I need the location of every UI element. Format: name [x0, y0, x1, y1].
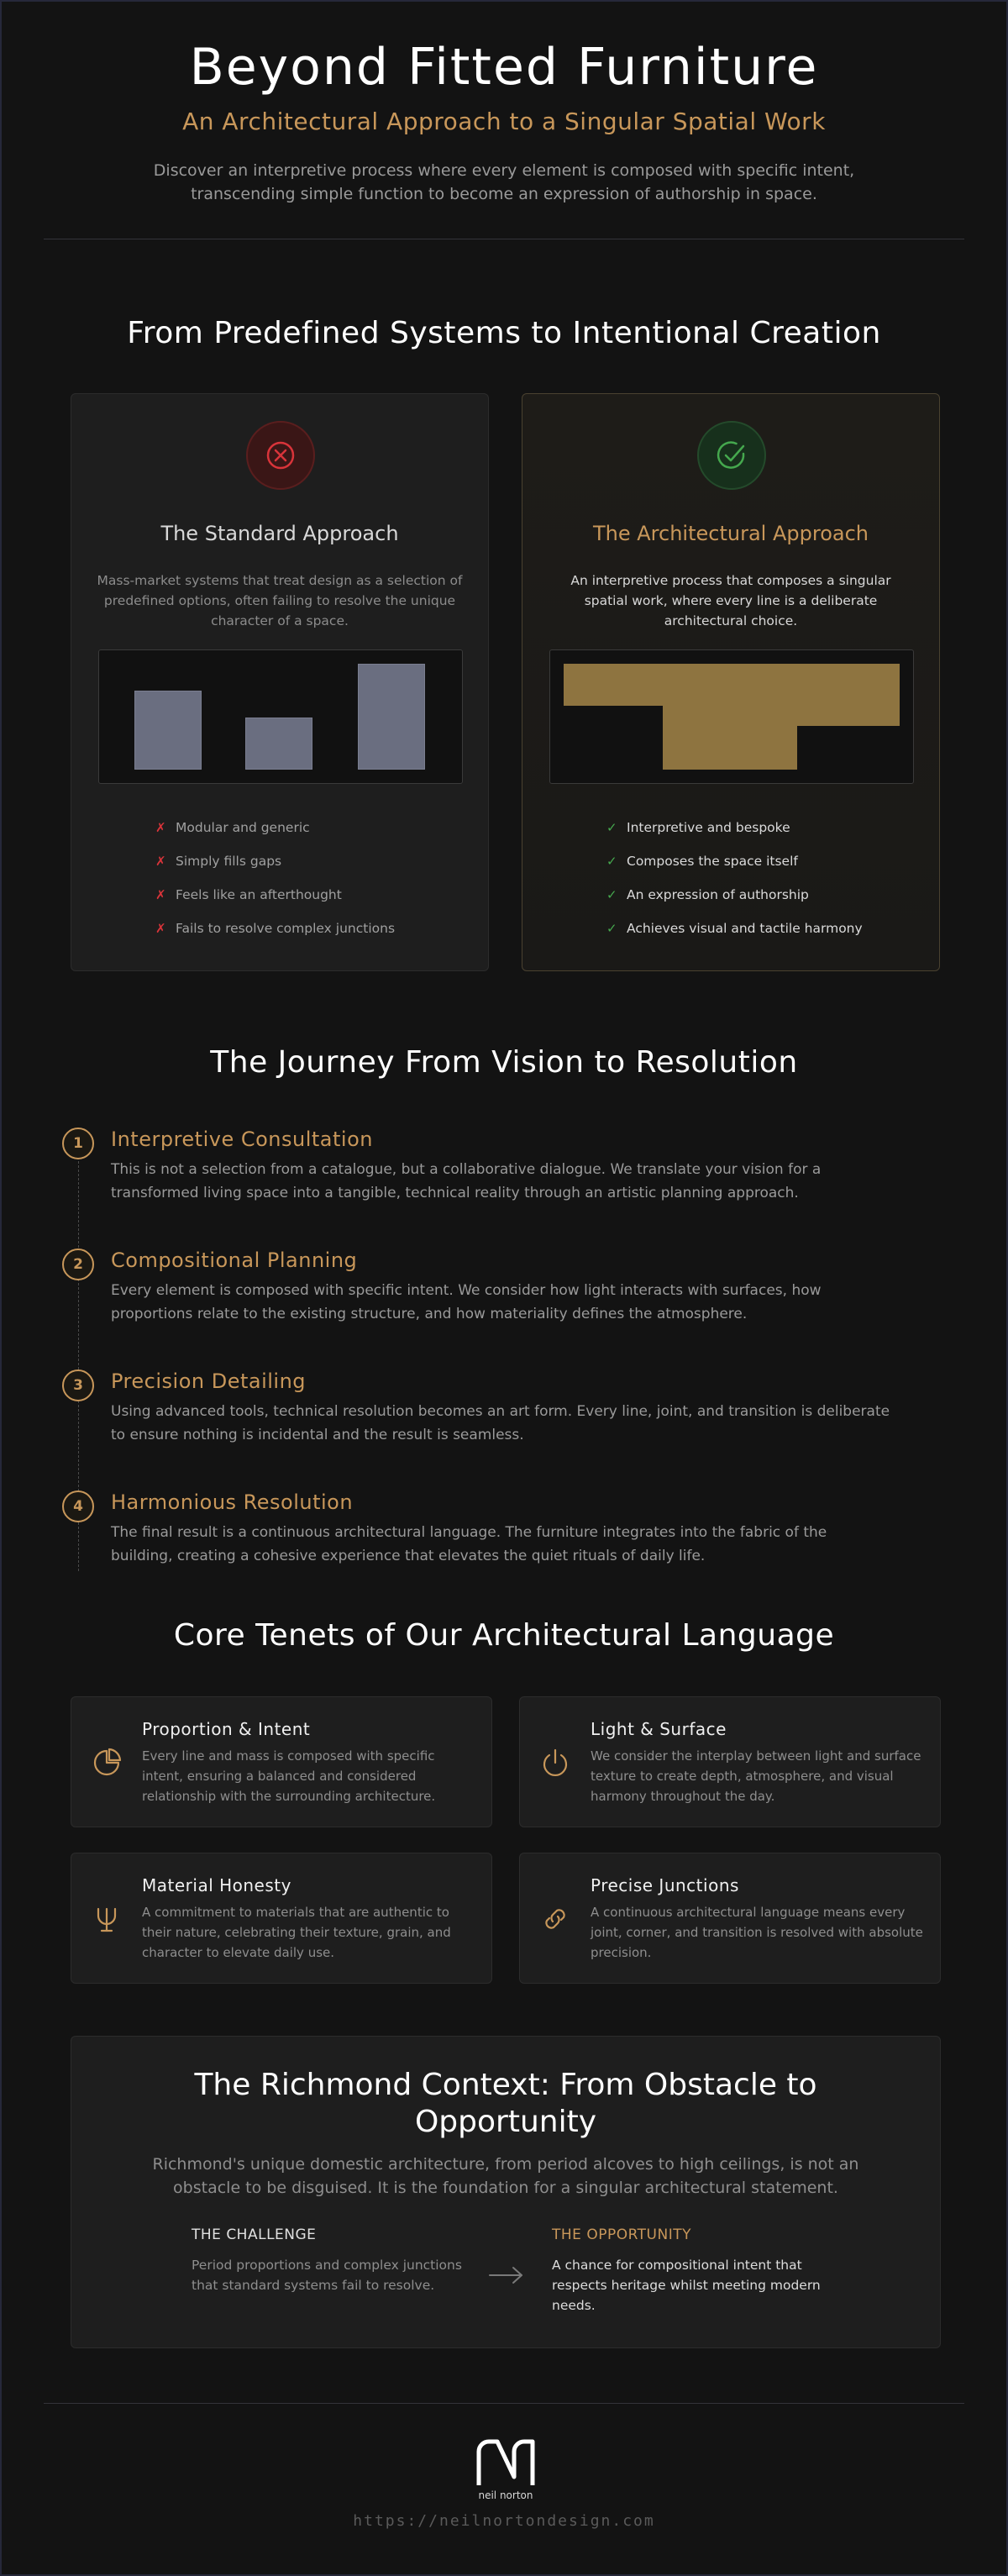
- step-description: Every element is composed with specific intent. We consider how light interacts with surfaces, how proportions relate to the existing structure, and how materiality defines the atmosphere.: [111, 1282, 822, 1322]
- pie-chart-icon: [90, 1746, 123, 1780]
- comparison-heading: From Predefined Systems to Intentional Creation: [127, 316, 881, 350]
- standard-approach-list: [155, 817, 471, 952]
- composed-form: [795, 704, 900, 726]
- composed-form-illustration: [549, 649, 914, 784]
- standard-approach-title: The Standard Approach: [160, 522, 399, 545]
- cross-mark-icon: ✗: [155, 887, 166, 902]
- tenet-title: Proportion & Intent: [142, 1719, 311, 1739]
- richmond-context-panel: [71, 2036, 941, 2348]
- tenet-card: [519, 1853, 941, 1984]
- tenet-card: [71, 1696, 492, 1827]
- list-item: ✓ An expression of authorship: [606, 885, 922, 918]
- journey-heading: The Journey From Vision to Resolution: [210, 1045, 798, 1080]
- list-item: ✗ Simply fills gaps: [155, 851, 471, 885]
- hero: [2, 2, 1006, 206]
- cross-mark-icon: ✗: [155, 820, 166, 835]
- step-title: Harmonious Resolution: [111, 1490, 354, 1514]
- module-block: [134, 691, 202, 770]
- tenet-title: Precise Junctions: [591, 1875, 739, 1895]
- opportunity-text: A chance for compositional intent that respects heritage whilst meeting modern needs.: [552, 2258, 821, 2313]
- step-number: 3: [62, 1369, 94, 1401]
- step-description: This is not a selection from a catalogue, but a collaborative dialogue. We translate your vision for a transformed living space into a tangible, technical reality through an artistic planning approach.: [111, 1161, 822, 1201]
- check-mark-icon: ✓: [606, 820, 617, 835]
- tenet-title: Material Honesty: [142, 1875, 291, 1895]
- architectural-approach-title: The Architectural Approach: [593, 522, 869, 545]
- step-description: Using advanced tools, technical resolution becomes an art form. Every line, joint, and transition is deliberate to ensure nothing is incidental and the result is seamless.: [111, 1403, 890, 1443]
- step-description: The final result is a continuous architectural language. The furniture integrates into the fabric of the building, creating a cohesive experience that elevates the quiet rituals of daily life.: [111, 1524, 827, 1564]
- brand-logo: [472, 2435, 539, 2502]
- challenge-column: [192, 2226, 469, 2295]
- tenet-description: A continuous architectural language means every joint, corner, and transition is resolved with absolute precision.: [591, 1905, 923, 1960]
- cross-mark-icon: ✗: [155, 921, 166, 936]
- standard-approach-description: Mass-market systems that treat design as a selection of predefined options, often failing to resolve the unique character of a space.: [97, 573, 463, 628]
- architectural-approach-description: An interpretive process that composes a singular spatial work, where every line is a deliberate architectural choice.: [570, 573, 891, 628]
- step-number: 4: [62, 1490, 94, 1522]
- footer-url[interactable]: https://neilnortondesign.com: [353, 2512, 655, 2530]
- list-item: ✓ Achieves visual and tactile harmony: [606, 918, 922, 952]
- module-block: [245, 718, 312, 770]
- context-heading: The Richmond Context: From Obstacle to Opportunity: [194, 2068, 817, 2139]
- check-mark-icon: ✓: [606, 921, 617, 936]
- challenge-label: THE CHALLENGE: [192, 2226, 317, 2243]
- check-mark-icon: ✓: [606, 887, 617, 902]
- tenets-heading: Core Tenets of Our Architectural Language: [173, 1618, 835, 1653]
- divider: [44, 2403, 964, 2404]
- tenet-description: A commitment to materials that are authentic to their nature, celebrating their texture, grain, and character to elevate daily use.: [142, 1905, 451, 1960]
- fork-icon: [90, 1902, 123, 1936]
- architectural-approach-card: [522, 393, 940, 971]
- tenet-card: [519, 1696, 941, 1827]
- logo-wordmark: neil norton: [478, 2489, 533, 2501]
- opportunity-label: THE OPPORTUNITY: [552, 2226, 691, 2243]
- list-item: ✓ Interpretive and bespoke: [606, 817, 922, 851]
- hero-intro: Discover an interpretive process where every element is composed with specific intent, transcending simple function to become an expression of authorship in space.: [153, 161, 855, 203]
- tenet-title: Light & Surface: [591, 1719, 727, 1739]
- step-number: 1: [62, 1128, 94, 1159]
- tenet-card: [71, 1853, 492, 1984]
- cross-mark-icon: ✗: [155, 854, 166, 869]
- list-item: ✗ Feels like an afterthought: [155, 885, 471, 918]
- step-title: Precision Detailing: [111, 1369, 307, 1393]
- check-circle-icon: [697, 421, 766, 490]
- architectural-approach-list: [606, 817, 922, 952]
- step-title: Interpretive Consultation: [111, 1128, 373, 1151]
- check-mark-icon: ✓: [606, 854, 617, 869]
- challenge-text: Period proportions and complex junctions that standard systems fail to resolve.: [192, 2258, 462, 2293]
- step-title: Compositional Planning: [111, 1249, 358, 1272]
- opportunity-column: [552, 2226, 829, 2316]
- context-lead: Richmond's unique domestic architecture, from period alcoves to high ceilings, is not an obstacle to be disguised. It is the foundation for a singular architectural statement.: [152, 2155, 859, 2197]
- standard-approach-card: [71, 393, 489, 971]
- composed-form: [564, 664, 900, 706]
- list-item: ✓ Composes the space itself: [606, 851, 922, 885]
- modular-blocks-illustration: [98, 649, 463, 784]
- page-subtitle: An Architectural Approach to a Singular Spatial Work: [182, 108, 826, 135]
- step-number: 2: [62, 1249, 94, 1280]
- list-item: ✗ Fails to resolve complex junctions: [155, 918, 471, 952]
- tenet-description: Every line and mass is composed with specific intent, ensuring a balanced and considered relationship with the surrounding architecture.: [142, 1748, 436, 1804]
- arrow-right-icon: [488, 2265, 525, 2285]
- power-icon: [538, 1746, 572, 1780]
- x-circle-icon: [246, 421, 315, 490]
- page-title: Beyond Fitted Furniture: [189, 38, 819, 97]
- composed-form: [663, 704, 797, 770]
- tenet-description: We consider the interplay between light and surface texture to create depth, atmosphere, and visual harmony throughout the day.: [591, 1748, 921, 1804]
- list-item: ✗ Modular and generic: [155, 817, 471, 851]
- module-block: [358, 664, 425, 770]
- link-icon: [538, 1902, 572, 1936]
